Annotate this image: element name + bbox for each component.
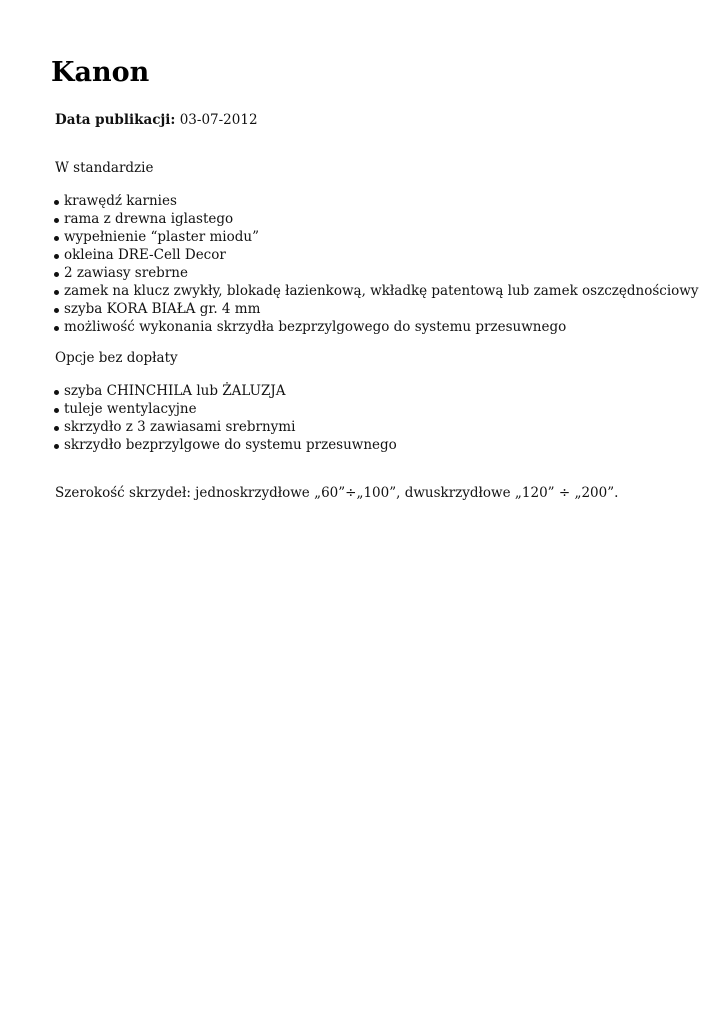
publication-date-label: Data publikacji:: [55, 112, 176, 128]
list-item: zamek na klucz zwykły, blokadę łazienkową, wkładkę patentową lub zamek oszczędnościowy: [53, 282, 698, 300]
list-item: skrzydło bezprzylgowe do systemu przesuwnego: [53, 436, 397, 454]
standard-list: [53, 192, 698, 336]
list-item: krawędź karnies: [53, 192, 698, 210]
list-item: okleina DRE-Cell Decor: [53, 246, 698, 264]
publication-date: [55, 111, 258, 129]
standard-heading: W standardzie: [55, 160, 154, 176]
widths-text: Szerokość skrzydeł: jednoskrzydłowe „60”÷„100”, dwuskrzydłowe „120” ÷ „200”.: [55, 485, 619, 501]
list-item: tuleje wentylacyjne: [53, 400, 397, 418]
publication-date-value: 03-07-2012: [179, 112, 258, 128]
list-item: wypełnienie “plaster miodu”: [53, 228, 698, 246]
list-item: rama z drewna iglastego: [53, 210, 698, 228]
options-heading: Opcje bez dopłaty: [55, 350, 178, 366]
list-item: szyba CHINCHILA lub ŻALUZJA: [53, 382, 397, 400]
list-item: skrzydło z 3 zawiasami srebrnymi: [53, 418, 397, 436]
list-item: szyba KORA BIAŁA gr. 4 mm: [53, 300, 698, 318]
page-title: Kanon: [51, 57, 150, 88]
list-item: możliwość wykonania skrzydła bezprzylgowego do systemu przesuwnego: [53, 318, 698, 336]
list-item: 2 zawiasy srebrne: [53, 264, 698, 282]
options-list: [53, 382, 397, 454]
